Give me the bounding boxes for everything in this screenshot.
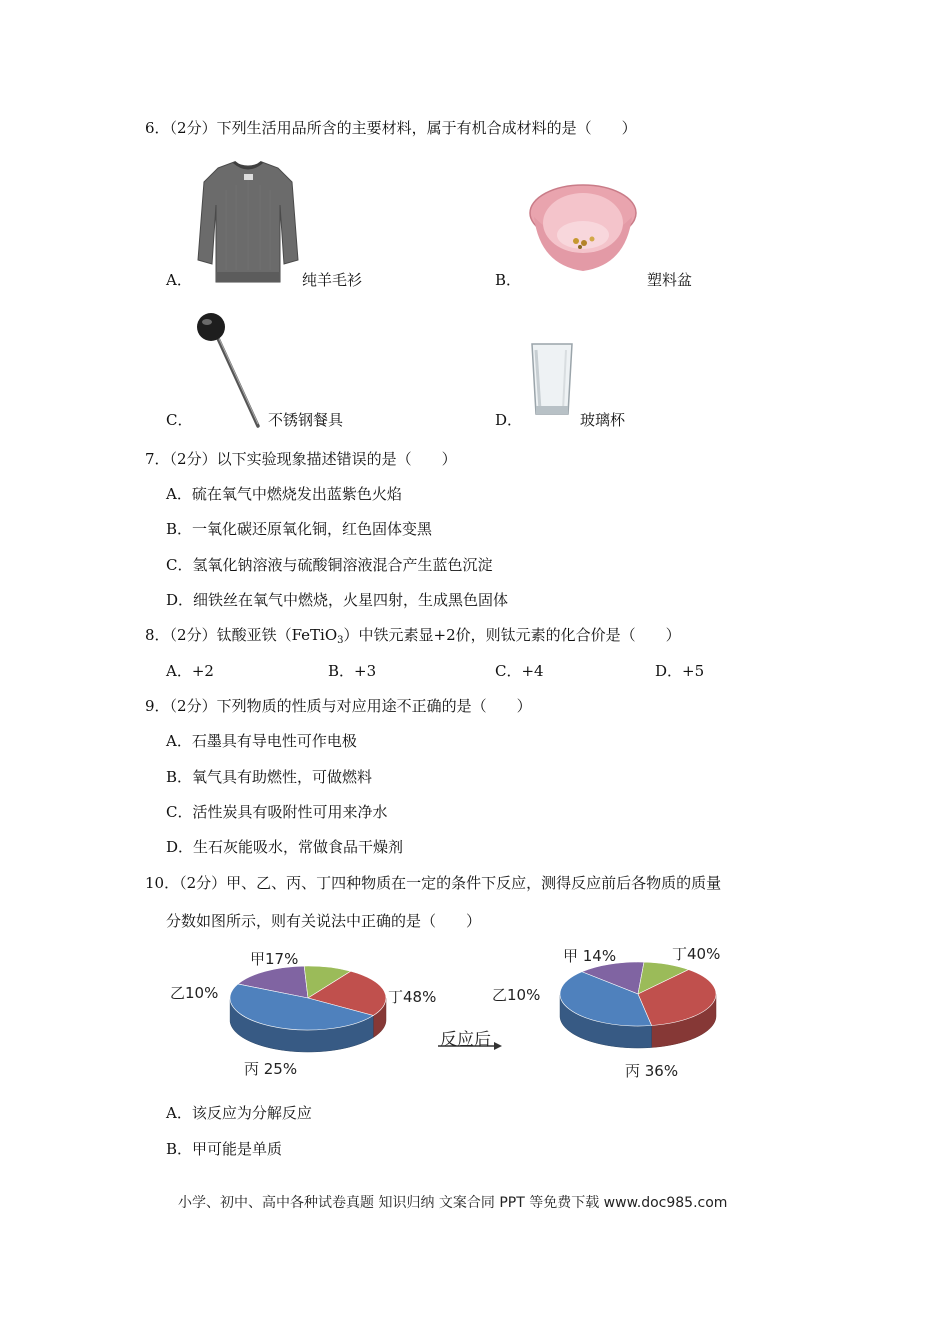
q6-option-d-letter: D． [495,411,523,429]
q9-option-d: D．生石灰能吸水，常做食品干燥剂 [166,838,404,856]
q10-option-b: B．甲可能是单质 [166,1140,283,1158]
sweater-icon [196,160,300,285]
q7-option-c: C．氢氧化钠溶液与硫酸铜溶液混合产生蓝色沉淀 [166,556,493,574]
q9-option-a: A．石墨具有导电性可作电极 [166,732,357,750]
q7-stem: 7．（2分）以下实验现象描述错误的是（ ） [145,450,457,468]
plastic-basin-icon [528,183,638,275]
q8-option-a: A．+2 [166,662,214,680]
q9-option-b: B．氧气具有助燃性，可做燃料 [166,768,373,786]
pie-after [560,962,716,1048]
pie1-label-yi: 乙10% [170,984,219,1002]
pie2-label-yi: 乙10% [492,986,541,1004]
pie1-label-jia: 甲17% [250,950,299,968]
pie1-label-bing: 丙 25% [244,1060,298,1078]
q8-stem-part2: ）中铁元素显+2价，则钛元素的化合价是（ ） [343,626,681,644]
q7-option-d: D．细铁丝在氧气中燃烧，火星四射，生成黑色固体 [166,591,509,609]
glass-cup-icon [528,340,576,420]
q6-option-c-caption: 不锈钢餐具 [268,411,344,429]
q8-option-c: C．+4 [495,662,544,680]
pie-before [230,966,386,1052]
q6-option-a-letter: A． [166,271,192,289]
q7-option-a: A．硫在氧气中燃烧发出蓝紫色火焰 [166,485,402,503]
pie2-label-jia: 甲 14% [563,947,617,965]
q10-stem-line2: 分数如图所示，则有关说法中正确的是（ ） [166,912,482,930]
page-footer: 小学、初中、高中各种试卷真题 知识归纳 文案合同 PPT 等免费下载 www.doc985.com [178,1195,728,1211]
q8-option-d: D．+5 [655,662,705,680]
q9-stem: 9．（2分）下列物质的性质与对应用途不正确的是（ ） [145,697,532,715]
q6-option-c-letter: C． [166,411,193,429]
pie1-label-ding: 丁48% [388,988,437,1006]
reaction-arrow-label: 反应后 [440,1030,491,1050]
ladle-icon [192,312,272,430]
q8-stem-subscript: 3 [337,635,344,646]
q6-option-a-caption: 纯羊毛衫 [302,271,363,289]
q6-option-b-letter: B． [495,271,522,289]
q10-option-a: A．该反应为分解反应 [166,1104,312,1122]
pie2-label-ding: 丁40% [672,945,721,963]
q9-option-c: C．活性炭具有吸附性可用来净水 [166,803,388,821]
pie2-label-bing: 丙 36% [625,1062,679,1080]
q6-stem: 6．（2分）下列生活用品所含的主要材料，属于有机合成材料的是（ ） [145,119,637,137]
q6-option-b-caption: 塑料盆 [647,271,693,289]
q8-option-b: B．+3 [328,662,377,680]
q7-option-b: B．一氧化碳还原氧化铜，红色固体变黑 [166,520,433,538]
q8-stem-part1: 8．（2分）钛酸亚铁（FeTiO [145,626,338,644]
q6-option-d-caption: 玻璃杯 [580,411,626,429]
q8-stem [145,625,681,651]
q10-stem-line1: 10．（2分）甲、乙、丙、丁四种物质在一定的条件下反应，测得反应前后各物质的质量 [145,874,722,892]
